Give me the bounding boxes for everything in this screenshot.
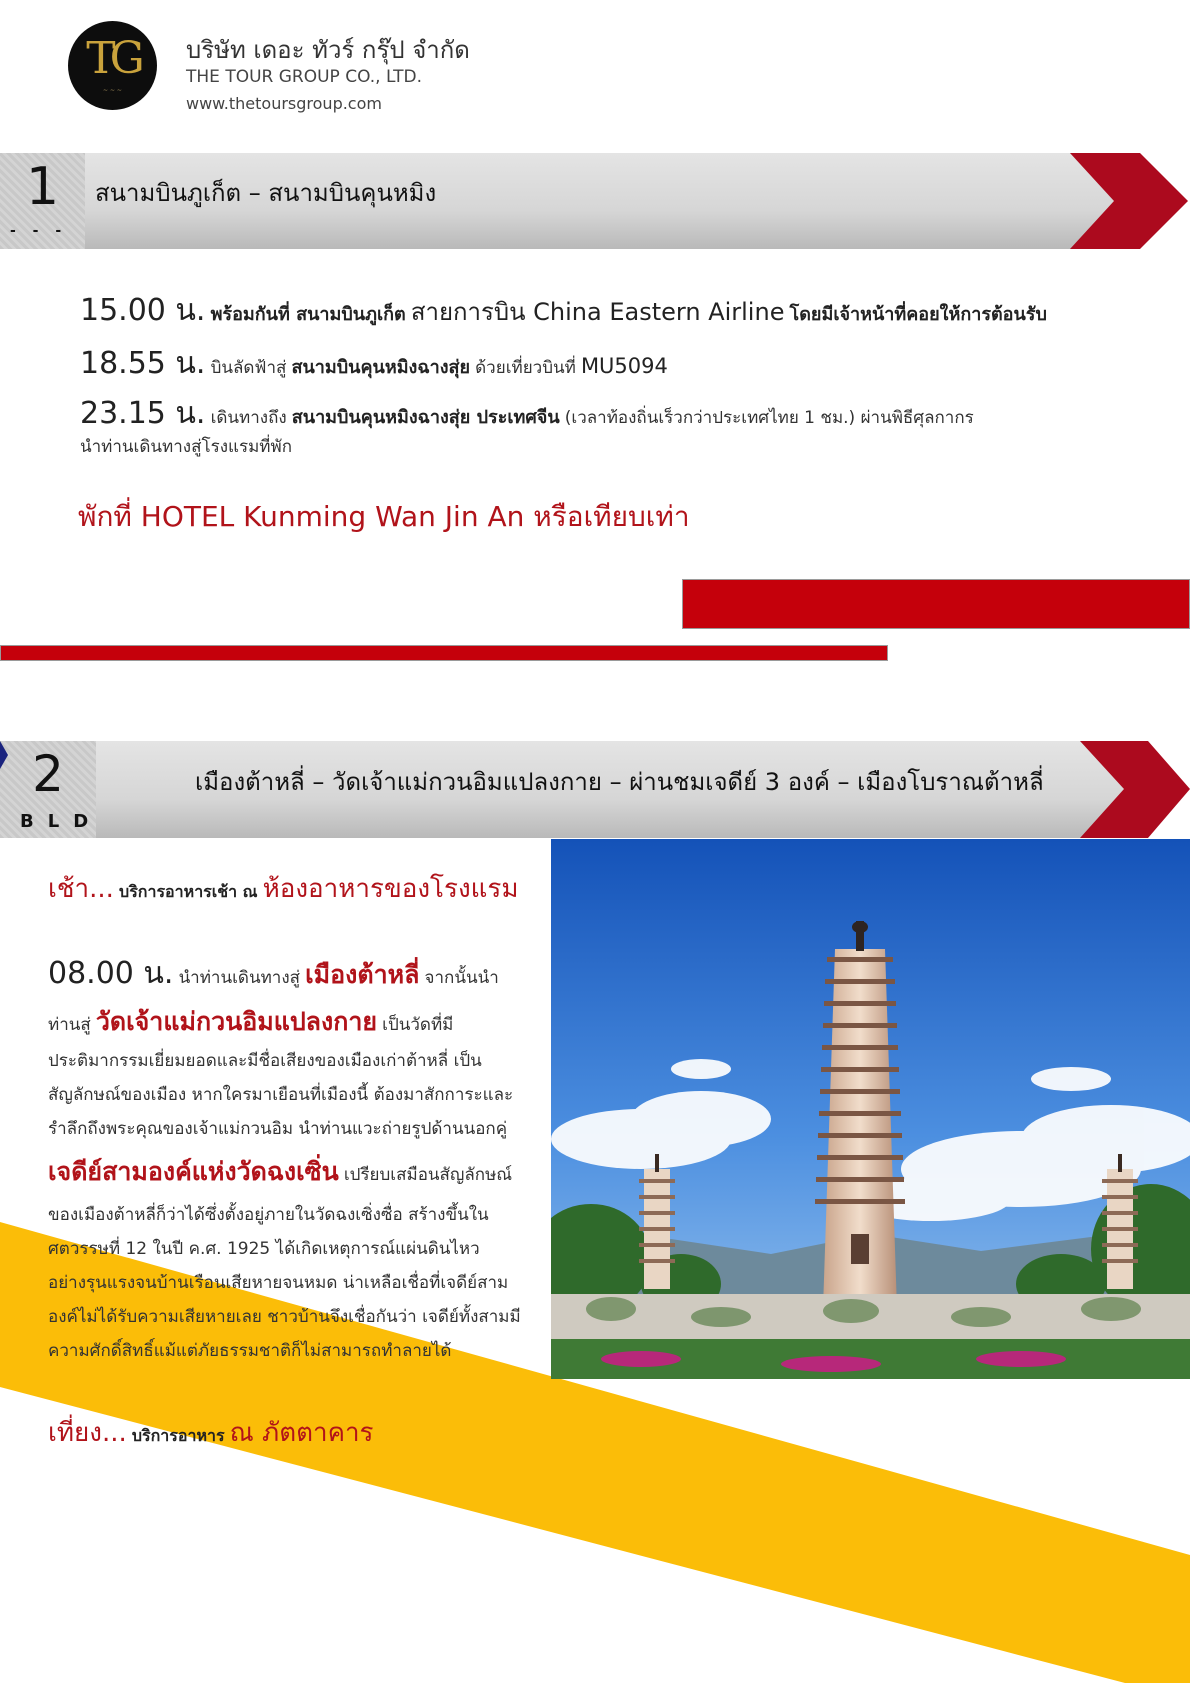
day1-chevron-arrow xyxy=(1070,153,1190,249)
breakfast-label: เช้า... xyxy=(48,874,114,904)
item-time: 23.15 น. xyxy=(80,396,206,431)
para-line: ประติมากรรมเยี่ยมยอดและมีชื่อเสียงของเมืองเก่าต้าหลี่ เป็น xyxy=(48,1051,482,1071)
breakfast-line xyxy=(48,868,519,909)
day2-chevron-arrow xyxy=(1080,741,1190,838)
item-text: เดินทางถึง xyxy=(210,408,287,428)
day2-text: เปรียบเสมือนสัญลักษณ์ xyxy=(343,1165,513,1185)
day1-item-3 xyxy=(80,390,974,437)
para-line: สัญลักษณ์ของเมือง หากใครมาเยือนที่เมืองนี้ ต้องมาสักการะและ xyxy=(48,1085,514,1105)
item-flight-number: MU5094 xyxy=(580,354,668,378)
para-line: ความศักดิ์สิทธิ์แม้แต่ภัยธรรมชาติก็ไม่สามารถทำลายได้ xyxy=(48,1341,452,1361)
para-line: องค์ไม่ได้รับความเสียหายเลย ชาวบ้านจึงเชื่อกันว่า เจดีย์ทั้งสามมี xyxy=(48,1307,521,1327)
day2-number-box xyxy=(0,741,103,838)
item-airport: สนามบินคุนหมิงฉางสุ่ย ประเทศจีน xyxy=(291,407,560,428)
day2-line-3 xyxy=(48,1152,512,1192)
highlight-three-pagodas: เจดีย์สามองค์แห่งวัดฉงเซิ่น xyxy=(48,1157,339,1186)
item-text: พร้อมกันที่ สนามบินภูเก็ต xyxy=(210,304,406,325)
day1-number: 1 xyxy=(25,157,60,217)
day1-hotel: พักที่ HOTEL Kunming Wan Jin An หรือเทียบเท่า xyxy=(78,500,690,533)
company-name-english: THE TOUR GROUP CO., LTD. xyxy=(186,67,422,87)
item-text: บินลัดฟ้าสู่ xyxy=(210,358,287,378)
item-airport: สนามบินคุนหมิงฉางสุ่ย xyxy=(291,357,471,378)
item-time: 15.00 น. xyxy=(80,293,206,328)
day1-title: สนามบินภูเก็ต – สนามบินคุนหมิง xyxy=(95,179,437,207)
three-pagodas-photo xyxy=(551,839,1190,1379)
day2-title: เมืองต้าหลี่ – วัดเจ้าแม่กวนอิมแปลงกาย – ผ่านชมเจดีย์ 3 องค์ – เมืองโบราณต้าหลี่ xyxy=(195,768,1044,796)
day2-text: จากนั้นนำ xyxy=(424,968,499,988)
day2-time: 08.00 น. xyxy=(48,956,174,991)
para-line: รำลึกถึงพระคุณของเจ้าแม่กวนอิม นำท่านแวะถ่ายรูปด้านนอกคู่ xyxy=(48,1119,508,1139)
item-text: ด้วยเที่ยวบินที่ xyxy=(475,358,576,378)
lunch-text: บริการอาหาร xyxy=(131,1426,225,1445)
company-name-thai: บริษัท เดอะ ทัวร์ กรุ๊ป จำกัด xyxy=(186,36,470,64)
para-line: ของเมืองต้าหลี่ก็ว่าได้ซึ่งตั้งอยู่ภายในวัดฉงเซิ่งซื่อ สร้างขึ้นใน xyxy=(48,1205,489,1225)
logo-tagline: ~ ~ ~ xyxy=(103,87,122,94)
red-divider-bar-right xyxy=(682,579,1190,629)
day1-number-box xyxy=(0,153,85,249)
lunch-label: เที่ยง... xyxy=(48,1418,127,1448)
day2-text: เป็นวัดที่มี xyxy=(382,1015,454,1035)
day2-paragraph-a xyxy=(48,1044,530,1146)
day2-text: นำท่านเดินทางสู่ xyxy=(178,968,301,988)
day1-item-3-cont: นำท่านเดินทางสู่โรงแรมที่พัก xyxy=(80,437,293,457)
highlight-guanyin-temple: วัดเจ้าแม่กวนอิมแปลงกาย xyxy=(95,1007,378,1036)
day1-item-2 xyxy=(80,340,668,387)
highlight-dali-city: เมืองต้าหลี่ xyxy=(305,960,420,989)
logo-monogram: TG xyxy=(86,33,139,84)
day2-text: ท่านสู่ xyxy=(48,1015,91,1035)
day2-left-notch xyxy=(0,741,14,781)
item-text: โดยมีเจ้าหน้าที่คอยให้การต้อนรับ xyxy=(789,304,1047,325)
item-airline: สายการบิน China Eastern Airline xyxy=(410,298,785,326)
day2-number: 2 xyxy=(32,745,64,803)
item-time: 18.55 น. xyxy=(80,346,206,381)
lunch-line xyxy=(48,1412,374,1453)
day1-item-1 xyxy=(80,287,1047,334)
day2-line-1 xyxy=(48,950,499,997)
company-logo xyxy=(68,21,157,110)
day1-meals: - - - xyxy=(10,223,68,239)
para-line: อย่างรุนแรงจนบ้านเรือนเสียหายจนหมด น่าเหลือเชื่อที่เจดีย์สาม xyxy=(48,1273,509,1293)
lunch-place: ณ ภัตตาคาร xyxy=(229,1418,374,1448)
breakfast-place: ห้องอาหารของโรงแรม xyxy=(262,874,519,904)
day2-line-2 xyxy=(48,1002,453,1042)
day2-meals: BLD xyxy=(20,811,103,832)
company-website[interactable]: www.thetoursgroup.com xyxy=(186,94,382,113)
breakfast-text: บริการอาหารเช้า ณ xyxy=(119,882,258,901)
day2-paragraph-b xyxy=(48,1198,530,1368)
para-line: ศตวรรษที่ 12 ในปี ค.ศ. 1925 ได้เกิดเหตุการณ์แผ่นดินไหว xyxy=(48,1239,480,1259)
red-divider-bar-left xyxy=(0,645,888,661)
item-text: (เวลาท้องถิ่นเร็วกว่าประเทศไทย 1 ชม.) ผ่านพิธีศุลกากร xyxy=(564,408,974,428)
